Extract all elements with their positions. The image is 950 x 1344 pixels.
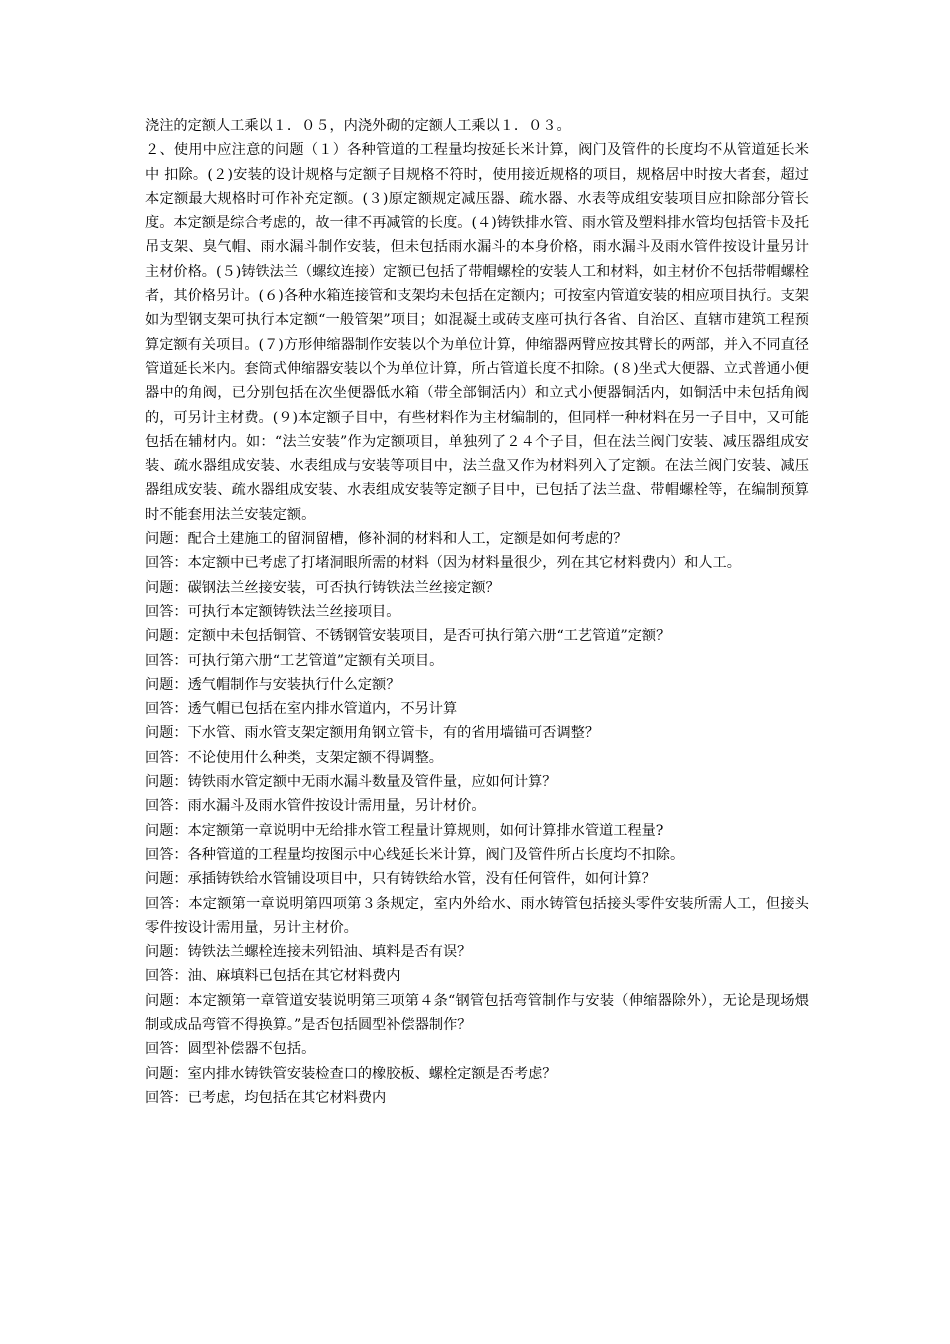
qa-question: 问题：铸铁法兰螺栓连接未列铅油、填料是否有误？ (145, 944, 472, 961)
qa-answer: 回答：可执行第六册“工艺管道”定额有关项目。 (145, 652, 444, 669)
qa-question: 问题：透气帽制作与安装执行什么定额？ (145, 676, 401, 693)
qa-question: 问题：本定额第一章说明中无给排水管工程量计算规则，如何计算排水管道工程量? (145, 822, 664, 839)
qa-question: 问题：本定额第一章管道安装说明第三项第４条“钢管包括弯管制作与安装（伸缩器除外），无论是现场煨制或成品弯管不得换算。”是否包括圆型补偿器制作？ (145, 992, 809, 1033)
qa-answer: 回答：雨水漏斗及雨水管件按设计需用量，另计材价。 (145, 798, 486, 815)
document-page (145, 114, 809, 1110)
qa-answer: 回答：油、麻填料已包括在其它材料费内 (145, 968, 401, 985)
qa-question: 问题：定额中未包括铜管、不锈钢管安装项目，是否可执行第六册“工艺管道”定额？ (145, 628, 671, 645)
qa-question: 问题：承插铸铁给水管铺设项目中，只有铸铁给水管，没有任何管件，如何计算？ (145, 871, 656, 888)
paragraph-usage-notes: ２、使用中应注意的问题（１）各种管道的工程量均按延长米计算，阀门及管件的长度均不从管道延长米中 扣除。(２)安装的设计规格与定额子目规格不符时，使用接近规格的项目，规格居中时按大者套，超过本定额最大规格时可作补充定额。(３)原定额规定减压器、疏水器、水表等成组安装项目应扣除部分管长度。本定额是综合考虑的，故一律不再减管的长度。(４)铸铁排水管、雨水管及塑料排水管均包括管卡及托吊支架、臭气帽、雨水漏斗制作安装，但未包括雨水漏斗的本身价格，雨水漏斗及雨水管件按设计量另计主材价格。(５)铸铁法兰（螺纹连接）定额已包括了带帽螺栓的安装人工和材料，如主材价不包括带帽螺栓者，其价格另计。(６)各种水箱连接管和支架均未包括在定额内；可按室内管道安装的相应项目执行。支架如为型钢支架可执行本定额“一般管架”项目；如混凝土或砖支座可执行各省、自治区、直辖市建筑工程预算定额有关项目。(７)方形伸缩器制作安装以个为单位计算，伸缩器两臂应按其臂长的两部，并入不同直径管道延长米内。套筒式伸缩器安装以个为单位计算，所占管道长度不扣除。(８)坐式大便器、立式普通小便器中的角阀，已分别包括在次坐便器低水箱（带全部铜活内）和立式小便器铜活内，如铜活中未包括角阀的，可另计主材费。(９)本定额子目中，有些材料作为主材编制的，但同样一种材料在另一子目中，又可能包括在辅材内。如：“法兰安装”作为定额项目，单独列了２４个子目，但在法兰阀门安装、减压器组成安装、疏水器组成安装、水表组成与安装等项目中，法兰盘又作为材料列入了定额。在法兰阀门安装、减压器组成安装、疏水器组成安装、水表组成安装等定额子目中，已包括了法兰盘、带帽螺栓等，在编制预算时不能套用法兰安装定额。 (145, 142, 809, 523)
qa-answer: 回答：已考虑，均包括在其它材料费内 (145, 1089, 387, 1106)
qa-question: 问题：下水管、雨水管支架定额用角钢立管卡，有的省用墙锚可否调整？ (145, 725, 600, 742)
qa-answer: 回答：圆型补偿器不包括。 (145, 1041, 316, 1058)
qa-answer: 回答：各种管道的工程量均按图示中心线延长米计算，阀门及管件所占长度均不扣除。 (145, 846, 685, 863)
qa-question: 问题：室内排水铸铁管安装检查口的橡胶板、螺栓定额是否考虑？ (145, 1065, 557, 1082)
qa-answer: 回答：不论使用什么种类，支架定额不得调整。 (145, 749, 443, 766)
qa-answer: 回答：透气帽已包括在室内排水管道内，不另计算 (145, 701, 458, 718)
qa-answer: 回答：本定额第一章说明第四项第３条规定，室内外给水、雨水铸管包括接头零件安装所需人工，但接头零件按设计需用量，另计主材价。 (145, 895, 809, 936)
paragraph-continuation: 浇注的定额人工乘以１．０５，内浇外砌的定额人工乘以１．０３。 (145, 118, 571, 134)
qa-question: 问题：配合土建施工的留洞留槽，修补洞的材料和人工，定额是如何考虑的？ (145, 531, 628, 548)
qa-question: 问题：碳钢法兰丝接安装，可否执行铸铁法兰丝接定额？ (145, 579, 500, 596)
qa-answer: 回答：可执行本定额铸铁法兰丝接项目。 (145, 603, 401, 620)
qa-answer: 回答：本定额中已考虑了打堵洞眼所需的材料（因为材料量很少，列在其它材料费内）和人工。 (145, 555, 741, 572)
qa-question: 问题：铸铁雨水管定额中无雨水漏斗数量及管件量，应如何计算？ (145, 774, 557, 791)
